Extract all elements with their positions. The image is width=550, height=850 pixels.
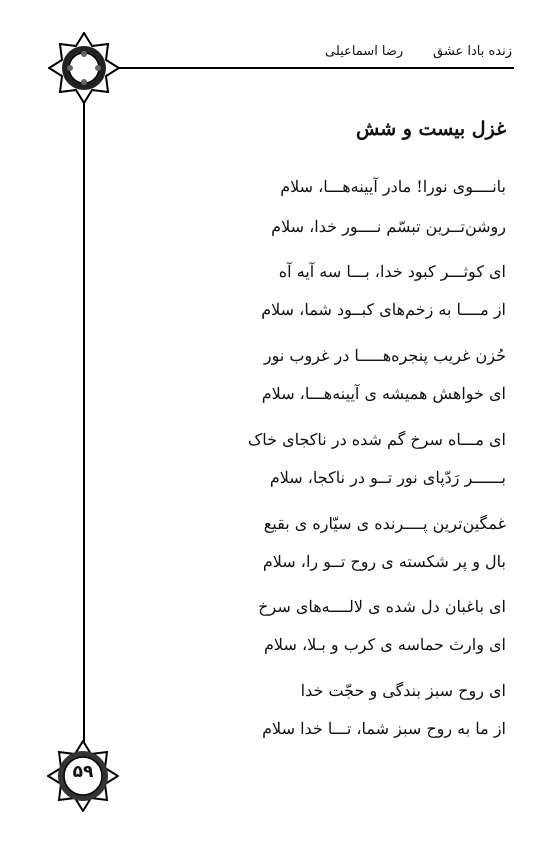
verse-line: از مــــا به زخم‌های کبــود شما، سلام: [261, 300, 506, 319]
poem-title: غزل بیست و شش: [355, 118, 506, 140]
verse-line: ای روح سبز بندگی و حجّت خدا: [300, 681, 506, 700]
ornament-rosette-icon: [48, 32, 120, 104]
margin-rule: [83, 70, 85, 765]
header-rule: [84, 67, 514, 69]
verse-line: بــــــر رَدّپای نور تــو در ناکجا، سلام: [269, 468, 506, 487]
verse-line: بانــــوی نورا! مادر آیینه‌هـــا، سلام: [280, 177, 506, 196]
verse-line: ای باغبان دل شده ی لالــــه‌های سرخ: [258, 597, 506, 616]
verse-line: ای خواهش همیشه ی آیینه‌هـــا، سلام: [261, 384, 506, 403]
verse-line: بال و پر شکسته ی روح تــو را، سلام: [262, 552, 506, 571]
author-name: رضا اسماعیلی: [325, 44, 404, 59]
book-title: زنده بادا عشق: [433, 44, 512, 59]
verse-line: غمگین‌ترین پــــرنده ی سیّاره ی بقیع: [263, 514, 506, 533]
verse-line: حُزن غریب پنجره‌هـــــا در غروب نور: [263, 346, 506, 365]
verse-line: ای وارث حماسه ی کرب و بـلا، سلام: [264, 635, 506, 654]
verse-line: ای کوثـــر کبود خدا، بـــا سه آیه آه: [278, 262, 506, 281]
verse-line: از ما به روح سبز شما، تـــا خدا سلام: [262, 719, 506, 738]
verse-line: ای مـــاه سرخ گم شده در ناکجای خاک: [247, 430, 506, 449]
verse-line: روشن‌تــرین تبسّم نــــور خدا، سلام: [271, 217, 506, 236]
page-number: ۵۹: [72, 762, 94, 782]
